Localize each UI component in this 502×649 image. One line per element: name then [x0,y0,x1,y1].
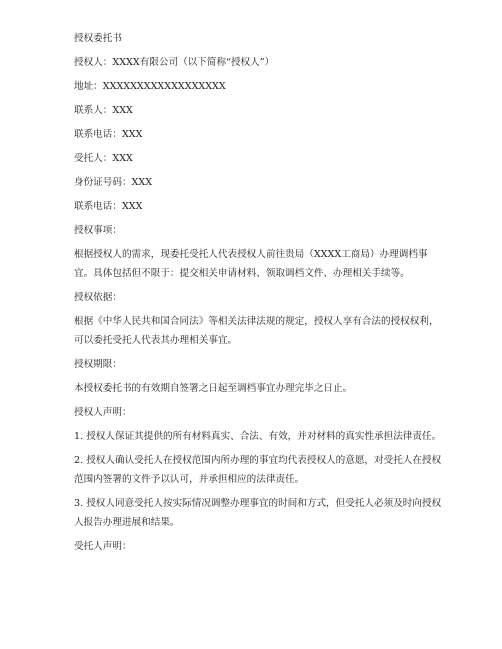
term-paragraph: 本授权委托书的有效期自签署之日起至调档事宜办理完毕之日止。 [74,383,353,394]
grantor-line: 授权人：XXXX有限公司（以下简称“授权人”） [74,57,275,68]
contact-phone-line: 联系电话：XXX [74,129,143,140]
document-title: 授权委托书 [74,33,122,44]
grantee-line: 受托人：XXX [74,153,133,164]
grantee-statement-heading: 受托人声明： [74,541,132,552]
basis-heading: 授权依据： [74,292,122,303]
address-line: 地址：XXXXXXXXXXXXXXXXXX [74,81,226,92]
matters-heading: 授权事项： [74,225,122,236]
term-heading: 授权期限： [74,359,122,370]
matters-paragraph: 根据授权人的需求，现委托受托人代表授权人前往贵局（XXXX工商局）办理调档事宜。具体包括但不限于：提交相关申请材料、领取调档文件、办理相关手续等。 [74,249,428,279]
document-body [74,29,444,561]
contact-person-line: 联系人：XXX [74,105,133,116]
statement-item-3: 3. 授权人同意受托人按实际情况调整办理事宜的时间和方式，但受托人必须及时向授权人报告办理进展和结果。 [74,498,442,528]
grantee-phone-line: 联系电话：XXX [74,201,143,212]
grantor-statement-heading: 授权人声明： [74,407,132,418]
statement-item-2: 2. 授权人确认受托人在授权范围内所办理的事宜均代表授权人的意愿，对受托人在授权范围内签署的文件予以认可，并承担相应的法律责任。 [74,455,442,485]
basis-paragraph: 根据《中华人民共和国合同法》等相关法律法规的规定，授权人享有合法的授权权利，可以委托受托人代表其办理相关事宜。 [74,316,439,346]
id-number-line: 身份证号码：XXX [74,177,153,188]
statement-item-1: 1. 授权人保证其提供的所有材料真实、合法、有效，并对材料的真实性承担法律责任。 [74,431,442,442]
